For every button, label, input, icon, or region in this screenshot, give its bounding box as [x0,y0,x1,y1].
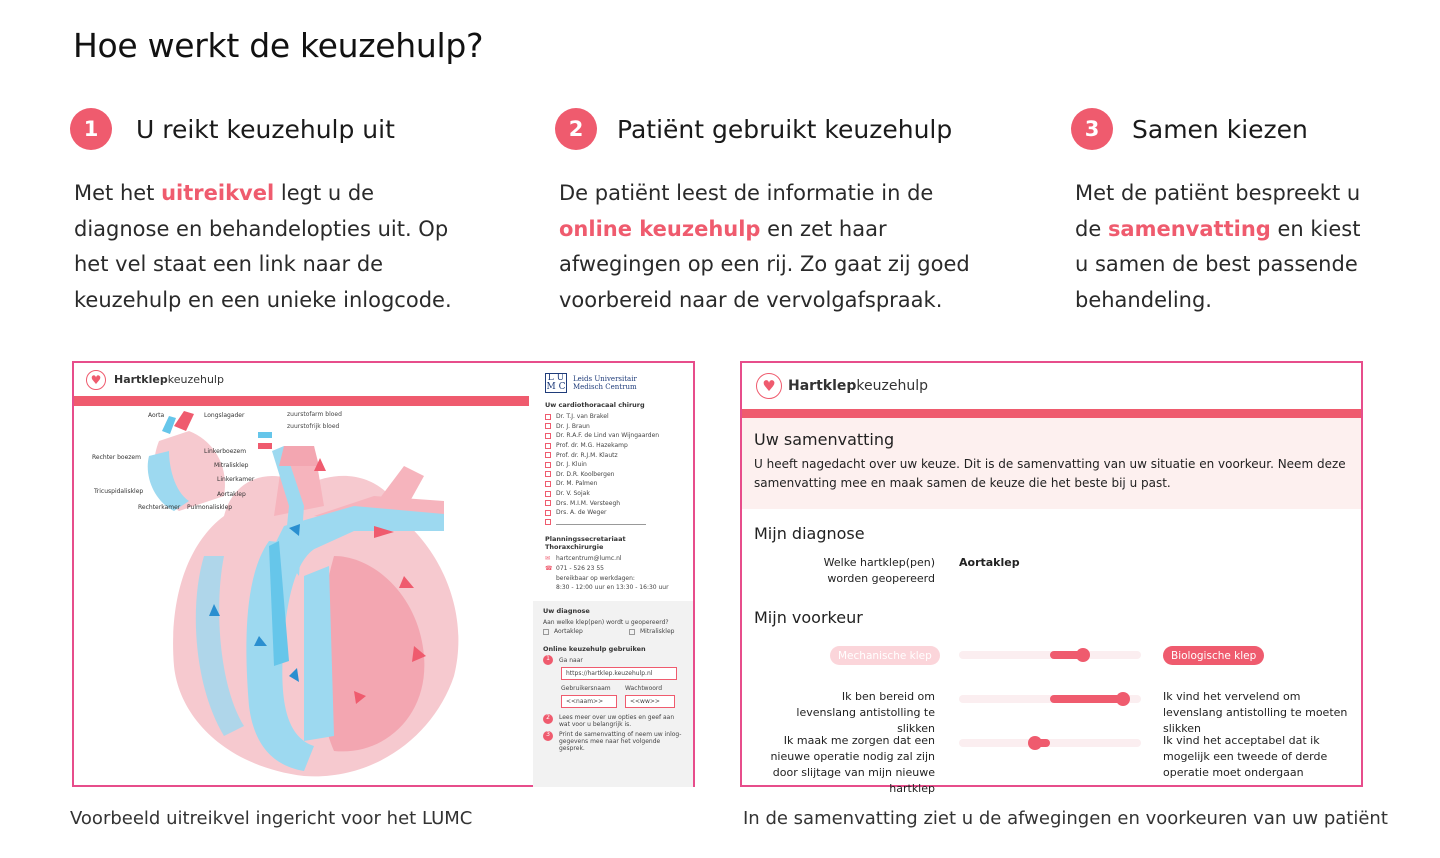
header-bar [742,409,1361,418]
step-number: 3 [1071,108,1113,150]
preference-right-text: Ik vind het vervelend om levenslang antistolling te moeten slikken [1163,690,1348,735]
preference-right-text: Ik vind het acceptabel dat ik mogelijk een tweede of derde operatie moet ondergaan [1163,734,1328,779]
diagram-label: Tricuspidalisklep [94,488,144,495]
slider-knob [1116,692,1130,706]
slider-track [959,739,1141,747]
heart-icon: ♥ [86,370,106,390]
samenvatting-image [740,361,1363,795]
summary-title: Uw samenvatting [754,430,895,449]
pill-biologische-klep: Biologische klep [1163,646,1264,665]
step-title: Patiënt gebruikt keuzehulp [617,114,953,144]
legend-oxygen-rich: zuurstofrijk bloed [287,423,340,430]
slider-knob [1076,648,1090,662]
surgeon-title: Uw cardiothoracaal chirurg [545,401,645,409]
preference-title: Mijn voorkeur [754,608,863,627]
diagram-label: Linkerkamer [217,476,255,483]
step-2 [555,108,979,318]
diagram-label: Rechter boezem [92,454,141,461]
link-online-keuzehulp[interactable]: online keuzehulp [559,216,761,241]
legend-oxygen-poor: zuurstofarm bloed [287,411,342,418]
summary-box [742,418,1361,509]
step-text: Met de patiënt bespreekt u de samenvatting en kiest u samen de best passende behandeling. [1075,181,1361,312]
step-title: U reikt keuzehulp uit [136,114,395,144]
contact-panel: L U M C Leids Universitair Medisch Centrum Uw cardiothoracaal chirurg Dr. T.J. van Brakel Dr. J. Braun Dr. R.A.F. de Lind van Wijngaarden Prof. dr. M.G. Hazekamp Prof. dr. R.J.M. Klautz Dr. J. Kluin Dr. D.R. Koolbergen Dr. M. Palmen Dr. V. Sojak Drs. M.I.M. Versteegh Drs. A. de Weger Planningssecretariaat Thoraxchirurgie ✉ hartcentrum@lumc.nl ☎ 071 - 526 23 55 bereikbaar op werkdagen: 8:30 - 12:00 uur en 13:30 - 16:30 uur Uw diagnose Aan welke klep(pen) wordt u geopereerd? Aortaklep Mitralisklep Online keuzehulp gebruiken 1 Ga naar https://hartklep.keuzehulp.nl Gebruikersnaam Wachtwoord <<naam>> <<ww>> 2 Lees meer over uw opties en geef aan wat voor u belangrijk is. 3 Print de samenvatting of neem uw inlog-gegevens mee naar het volgende gesprek. [533,363,693,787]
diagnosis-question: Welke hartklep(pen) worden geopereerd [823,556,935,585]
diagram-label: Aorta [148,412,165,419]
step-title: Samen kiezen [1132,114,1308,144]
pill-mechanische-klep: Mechanische klep [830,646,940,665]
step-number: 2 [555,108,597,150]
diagram-label: Linkerboezem [204,448,247,455]
caption-right: In de samenvatting ziet u de afwegingen en voorkeuren van uw patiënt [743,808,1388,829]
step-1 [70,108,464,318]
step-number: 1 [70,108,112,150]
step-3 [1071,108,1375,318]
step-text: De patiënt leest de informatie in de online keuzehulp en zet haar afwegingen op een rij. Zo gaat zij goed voorbereid naar de vervolgafspraak. [559,181,970,312]
link-samenvatting[interactable]: samenvatting [1107,216,1271,241]
heart-icon: ♥ [756,373,782,399]
lumc-logo: L U M C Leids Universitair Medisch Centrum [546,373,637,392]
diagram-label: Mitralisklep [214,462,249,469]
card-header: ♥ Hartklep keuzehulp [742,363,1361,409]
diagram-label: Aortaklep [217,491,246,498]
diagnosis-title: Mijn diagnose [754,524,865,543]
page-title: Hoe werkt de keuzehulp? [73,26,484,65]
uitreikvel-image [72,361,695,787]
diagram-label: Rechterkamer [138,504,181,511]
slider-fill [1050,695,1123,703]
link-uitreikvel[interactable]: uitreikvel [161,181,275,205]
diagnosis-answer: Aortaklep [959,556,1020,569]
url-field: https://hartklep.keuzehulp.nl [561,667,677,680]
header-bar [74,396,529,406]
preference-left-text: Ik ben bereid om levenslang antistolling te slikken [796,690,935,735]
summary-text: U heeft nagedacht over uw keuze. Dit is de samenvatting van uw situatie en voorkeur. Neem deze samenvatting mee en maak samen de keuze die het beste bij u past. [754,457,1346,490]
preference-left-text: Ik maak me zorgen dat een nieuwe operatie nodig zal zijn door slijtage van mijn nieuwe hartklep [770,734,935,795]
diagram-label: Pulmonalisklep [187,504,233,511]
heart-illustration [74,406,529,787]
diagram-label: Longslagader [204,412,245,419]
step-text: Met het uitreikvel legt u de diagnose en behandelopties uit. Op het vel staat een link naar de keuzehulp en een unieke inlogcode. [74,181,452,312]
caption-left: Voorbeeld uitreikvel ingericht voor het LUMC [70,808,473,829]
slider-knob [1028,736,1042,750]
card-header: ♥ Hartklep keuzehulp [74,363,693,396]
